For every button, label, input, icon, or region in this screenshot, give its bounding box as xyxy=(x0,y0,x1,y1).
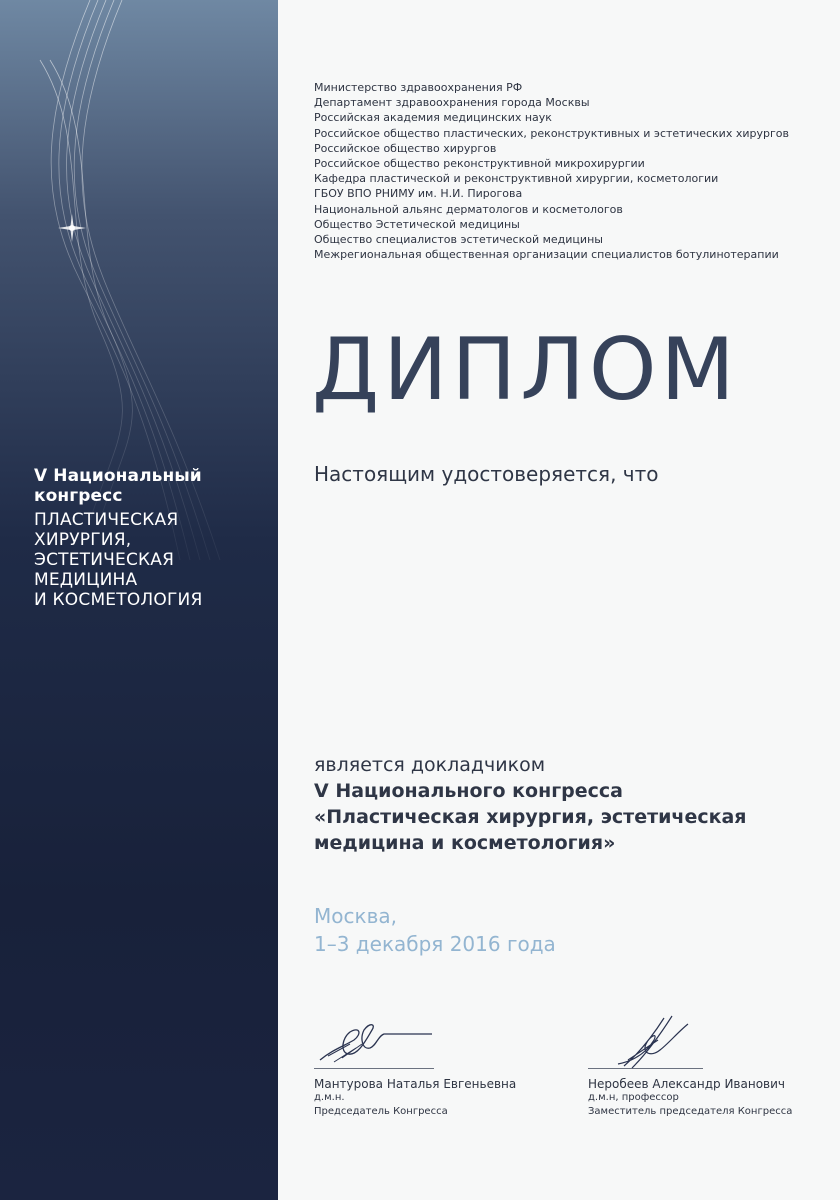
organizations-list xyxy=(314,80,814,262)
signatory-degree: д.м.н, профессор xyxy=(588,1092,679,1103)
organization-item: Общество Эстетической медицины xyxy=(314,217,520,231)
signature-block-left xyxy=(314,1010,554,1119)
organization-item: Департамент здравоохранения города Москвы xyxy=(314,96,590,110)
signature-line xyxy=(314,1068,434,1069)
role-text: является докладчиком xyxy=(314,754,546,776)
organization-item: Кафедра пластической и реконструктивной хирургии, косметологии xyxy=(314,172,719,186)
organization-item: Российская академия медицинских наук xyxy=(314,111,552,125)
congress-block xyxy=(34,466,274,610)
event-line: V Национального конгресса xyxy=(314,780,623,802)
organization-item: Национальной альянс дерматологов и косметологов xyxy=(314,202,623,216)
congress-subtitle-line: ЭСТЕТИЧЕСКАЯ МЕДИЦИНА xyxy=(34,550,175,590)
date-text: 1–3 декабря 2016 года xyxy=(314,932,556,956)
signatory-degree: д.м.н. xyxy=(314,1092,345,1103)
signatory-post: Председатель Конгресса xyxy=(314,1106,448,1117)
certify-text: Настоящим удостоверяется, что xyxy=(314,462,659,486)
speaker-block xyxy=(314,752,814,856)
document-title: ДИПЛОМ xyxy=(312,320,739,420)
organization-item: ГБОУ ВПО РНИМУ им. Н.И. Пирогова xyxy=(314,187,523,201)
signature-line xyxy=(588,1068,703,1069)
sparkle-icon xyxy=(58,214,86,242)
signatory-post: Заместитель председателя Конгресса xyxy=(588,1106,793,1117)
decorative-side-panel xyxy=(0,0,278,1200)
organization-item: Российское общество хирургов xyxy=(314,141,497,155)
city-text: Москва, xyxy=(314,904,397,928)
event-line: медицина и косметология» xyxy=(314,832,616,854)
signatory-name: Мантурова Наталья Евгеньевна xyxy=(314,1077,517,1091)
event-line: «Пластическая хирургия, эстетическая xyxy=(314,806,747,828)
congress-subtitle-line: ПЛАСТИЧЕСКАЯ ХИРУРГИЯ, xyxy=(34,510,179,550)
signatory-name: Неробеев Александр Иванович xyxy=(588,1077,786,1091)
organization-item: Общество специалистов эстетической медицины xyxy=(314,233,603,247)
organization-item: Российское общество пластических, реконструктивных и эстетических хирургов xyxy=(314,126,789,140)
organization-item: Российское общество реконструктивной микрохирургии xyxy=(314,157,645,171)
congress-title: V Национальный конгресс xyxy=(34,466,202,506)
organization-item: Министерство здравоохранения РФ xyxy=(314,81,523,94)
congress-subtitle-line: И КОСМЕТОЛОГИЯ xyxy=(34,590,203,610)
handwritten-signature xyxy=(588,1010,728,1072)
organization-item: Межрегиональная общественная организации специалистов ботулинотерапии xyxy=(314,248,779,262)
signature-block-right xyxy=(588,1010,828,1119)
handwritten-signature xyxy=(314,1010,454,1072)
place-date-block xyxy=(314,902,556,958)
